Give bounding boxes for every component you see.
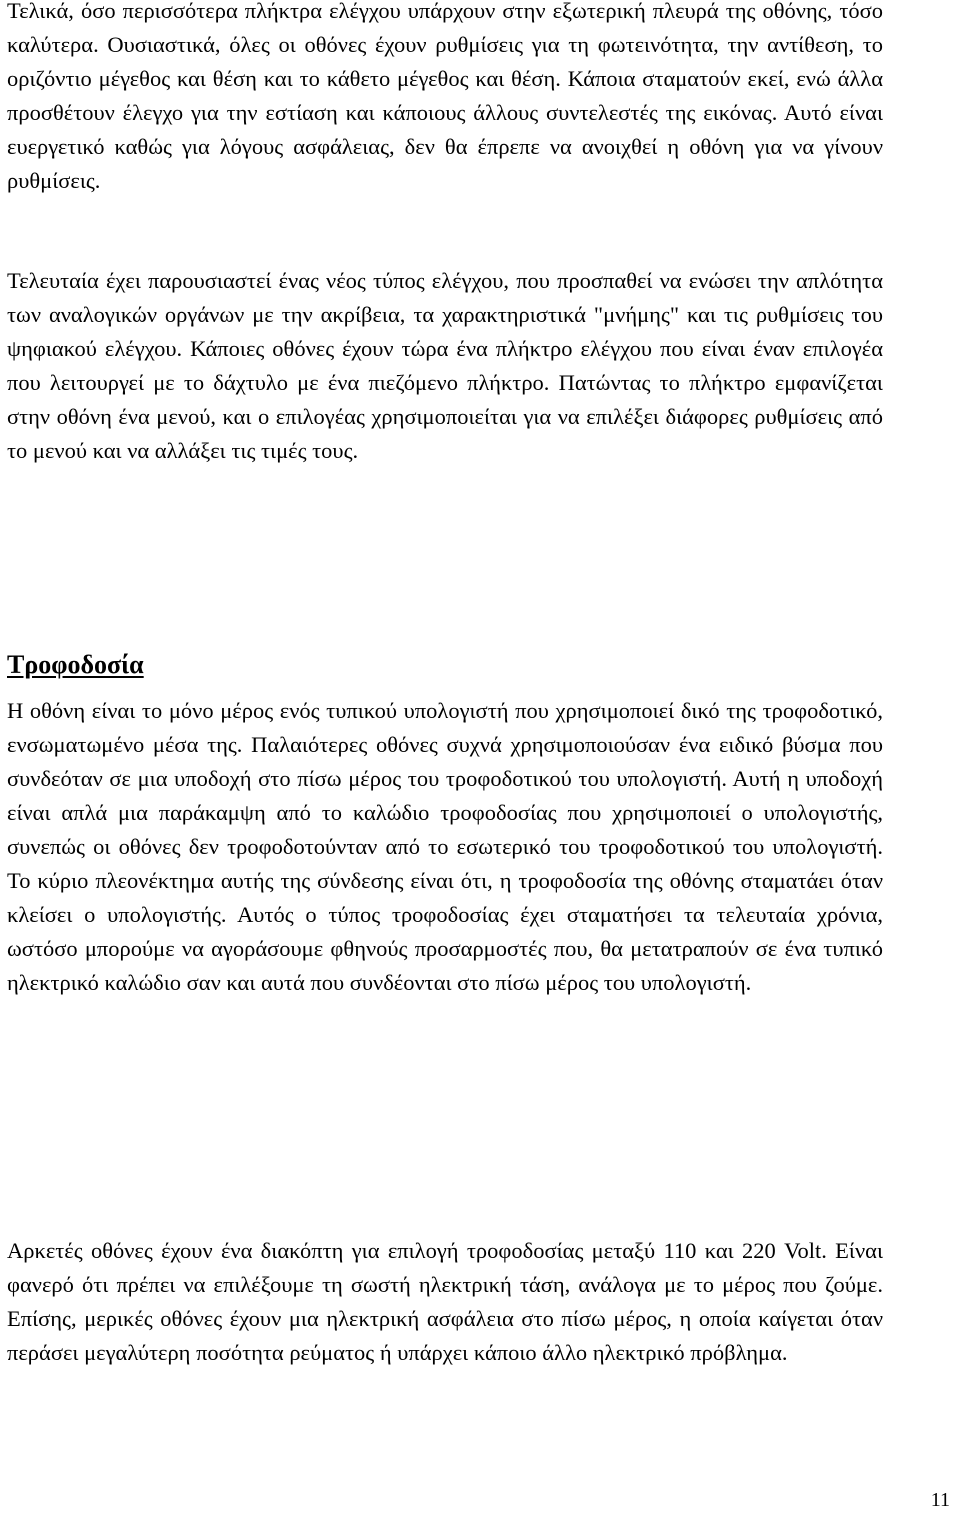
paragraph-monitor-power-supply: Η οθόνη είναι το μόνο μέρος ενός τυπικού υπολογιστή που χρησιμοποιεί δικό της τροφοδοτικό, ενσωματωμένο μέσα της. Παλαιότερες οθόνες συχνά χρησιμοποιούσαν ένα ειδικό βύσμα που συνδεόταν σε μια υποδοχή στο πίσω μέρος του τροφοδοτικού του υπολογιστή. Αυτή η υποδοχή είναι απλά μια παράκαμψη από το καλώδιο τροφοδοσίας που χρησιμοποιεί ο υπολογιστής, συνεπώς οι οθόνες δεν τροφοδοτούνταν από το εσωτερικό του τροφοδοτικού του υπολογιστή. Το κύριο πλεονέκτημα αυτής της σύνδεσης είναι ότι, η τροφοδοσία της οθόνης σταματάει όταν κλείσει ο υπολογιστής. Αυτός ο τύπος τροφοδοσίας έχει σταματήσει τα τελευταία χρόνια, ωστόσο μπορούμε να αγοράσουμε φθηνούς προσαρμοστές που, θα μετατραπούν σε ένα τυπικό ηλεκτρικό καλώδιο σαν και αυτά που συνδέονται στο πίσω μέρος του υπολογιστή. [7, 698, 883, 995]
page-number: 11 [930, 1489, 950, 1511]
paragraph-voltage-switch-fuse: Αρκετές οθόνες έχουν ένα διακόπτη για επιλογή τροφοδοσίας μεταξύ 110 και 220 Volt. Είναι φανερό ότι πρέπει να επιλέξουμε τη σωστή ηλεκτρική τάση, ανάλογα με το μέρος που ζούμε. Επίσης, μερικές οθόνες έχουν μια ηλεκτρική ασφάλεια στο πίσω μέρος, η οποία καίγεται όταν περάσει μεγαλύτερη ποσότητα ρεύματος ή υπάρχει κάποιο άλλο ηλεκτρικό πρόβλημα. [7, 1238, 883, 1365]
paragraph-front-panel-controls: Τελικά, όσο περισσότερα πλήκτρα ελέγχου υπάρχουν στην εξωτερική πλευρά της οθόνης, τόσο καλύτερα. Ουσιαστικά, όλες οι οθόνες έχουν ρυθμίσεις για τη φωτεινότητα, την αντίθεση, το οριζόντιο μέγεθος και θέση και το κάθετο μέγεθος και θέση. Κάποια σταματούν εκεί, ενώ άλλα προσθέτουν έλεγχο για την εστίαση και κάποιους άλλους συντελεστές της εικόνας. Αυτό είναι ευεργετικό καθώς για λόγους ασφάλειας, δεν θα έπρεπε να ανοιχθεί η οθόνη για να γίνουν ρυθμίσεις. [7, 0, 883, 193]
section-heading-power-supply: Τροφοδοσία [7, 650, 144, 679]
paragraph-digital-control-selector: Τελευταία έχει παρουσιαστεί ένας νέος τύπος ελέγχου, που προσπαθεί να ενώσει την απλότητα των αναλογικών οργάνων με την ακρίβεια, τα χαρακτηριστικά "μνήμης" και τις ρυθμίσεις του ψηφιακού ελέγχου. Κάποιες οθόνες έχουν τώρα ένα πλήκτρο ελέγχου που είναι έναν επιλογέα που λειτουργεί με το δάχτυλο με ένα πιεζόμενο πλήκτρο. Πατώντας το πλήκτρο εμφανίζεται στην οθόνη ένα μενού, και ο επιλογέας χρησιμοποιείται για να επιλέξει διάφορες ρυθμίσεις από το μενού και να αλλάξει τις τιμές τους. [7, 268, 883, 463]
